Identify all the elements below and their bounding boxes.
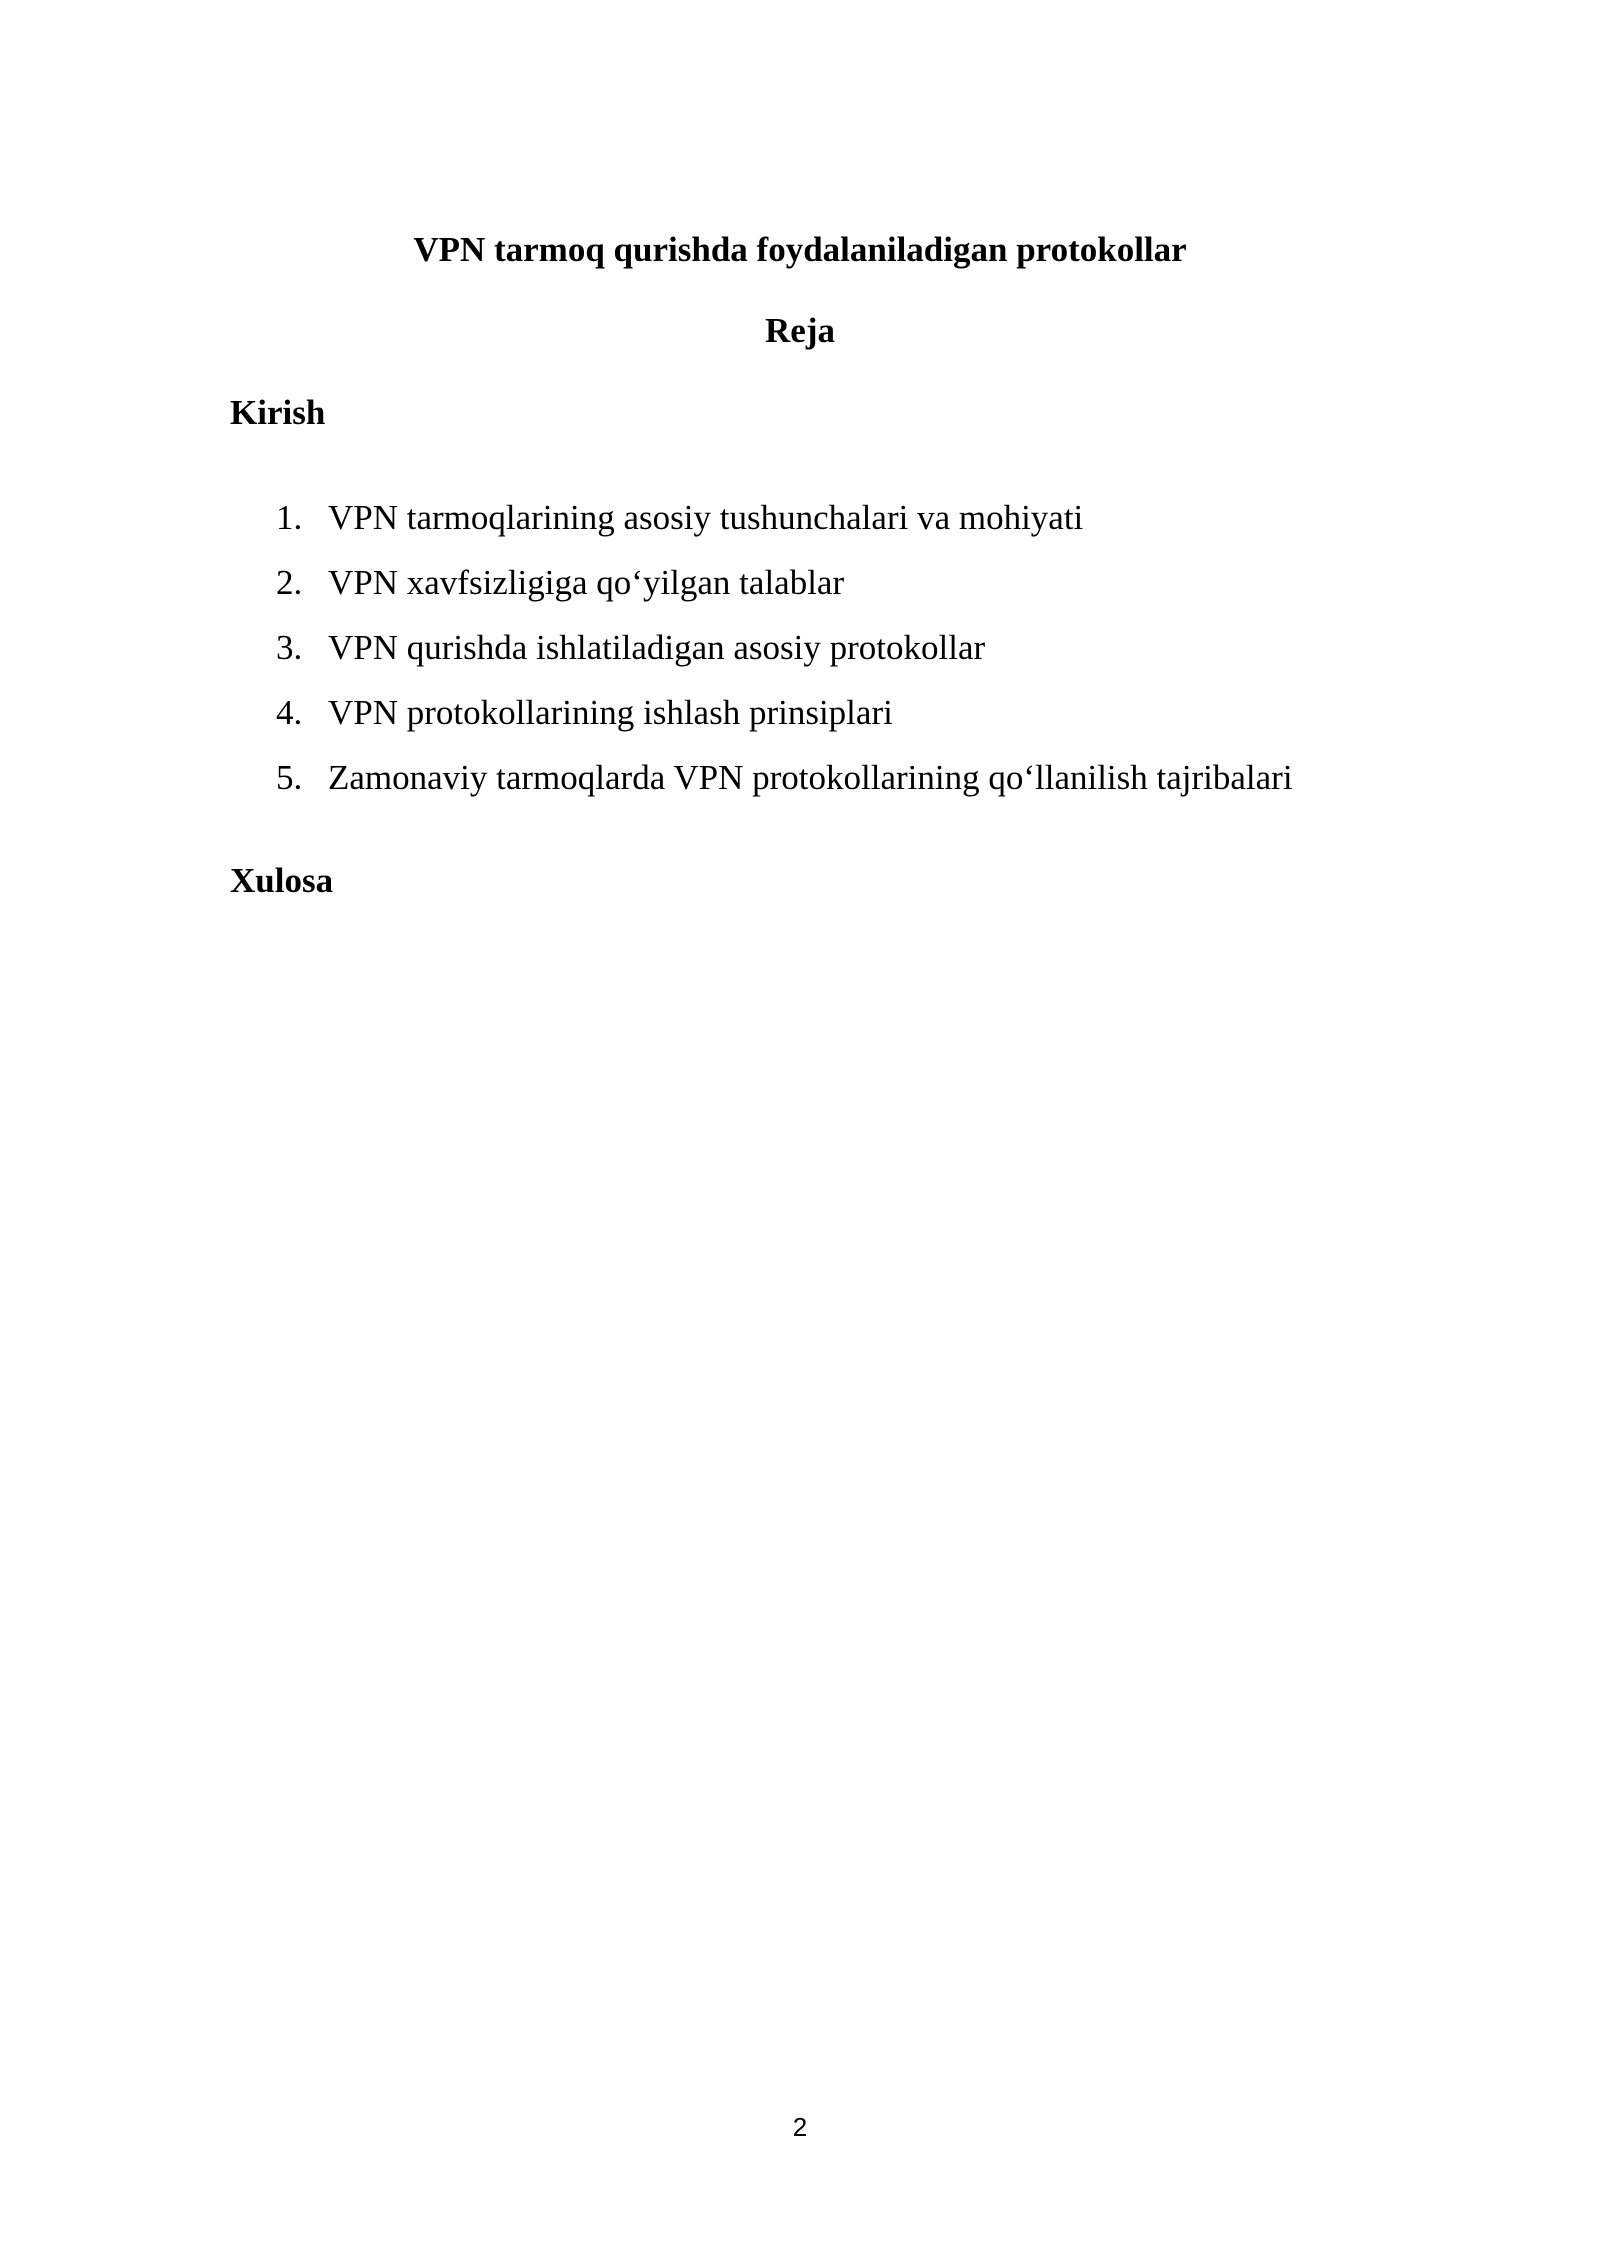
plan-item-text: VPN tarmoqlarining asosiy tushunchalari va mohiyati	[328, 498, 1084, 537]
conclusion-heading: Xulosa	[230, 861, 334, 900]
plan-item-3	[0, 624, 1600, 672]
plan-heading: Reja	[765, 311, 835, 350]
plan-item-text: VPN protokollarining ishlash prinsiplari	[328, 693, 893, 732]
plan-item-number: 2.	[276, 563, 303, 602]
plan-item-number: 3.	[276, 628, 303, 667]
plan-item-text: Zamonaviy tarmoqlarda VPN protokollarining qo‘llanilish tajribalari	[328, 758, 1293, 797]
document-title: VPN tarmoq qurishda foydalaniladigan protokollar	[413, 230, 1187, 269]
plan-item-number: 5.	[276, 758, 303, 797]
plan-item-text: VPN xavfsizligiga qo‘yilgan talablar	[328, 563, 845, 602]
intro-heading: Kirish	[230, 393, 326, 432]
plan-item-4	[0, 689, 1600, 737]
plan-item-number: 4.	[276, 693, 303, 732]
plan-item-2	[0, 559, 1600, 607]
plan-item-number: 1.	[276, 498, 303, 537]
plan-item-1	[0, 494, 1600, 542]
plan-item-text: VPN qurishda ishlatiladigan asosiy protokollar	[328, 628, 986, 667]
plan-item-5	[0, 754, 1600, 802]
page-number: 2	[792, 2112, 808, 2142]
